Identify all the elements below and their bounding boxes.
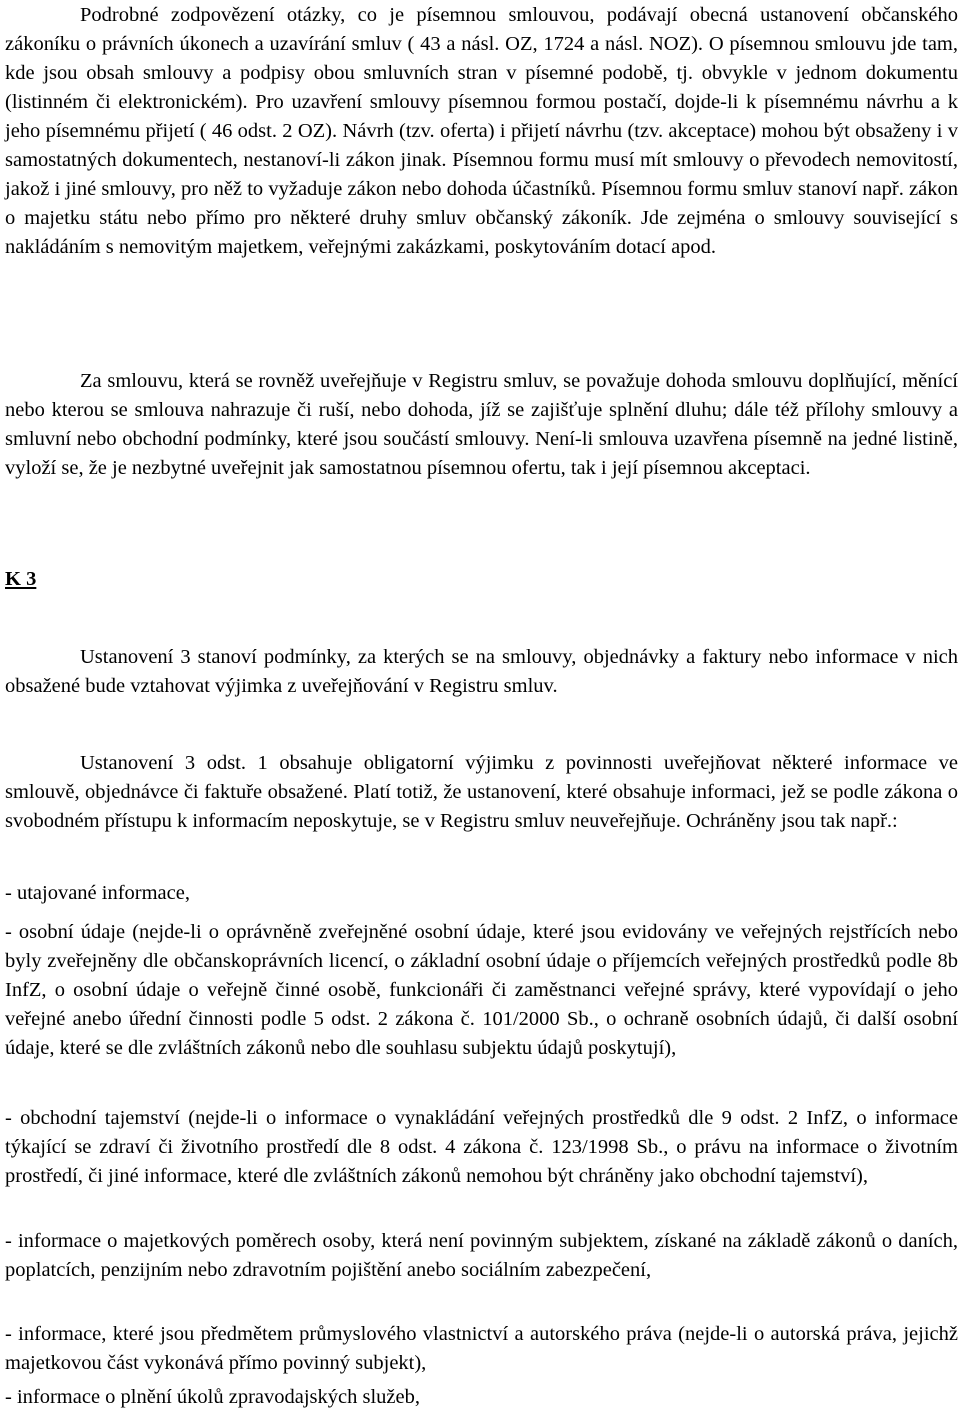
paragraph-written-contract: Podrobné zodpovězení otázky, co je písemnou smlouvou, podávají obecná ustanovení občanského zákoníku o právních úkonech a uzavírání smluv ( 43 a násl. OZ, 1724 a násl. NOZ). O písemnou smlouvu jde tam, kde jsou obsah smlouvy a podpisy obou smluvních stran v písemné podobě, tj. obvykle v jednom dokumentu (listinném či elektronickém). Pro uzavření smlouvy písemnou formou postačí, dojde-li k písemnému návrhu a k jeho písemnému přijetí ( 46 odst. 2 OZ). Návrh (tzv. oferta) i přijetí návrhu (tzv. akceptace) mohou být obsaženy i v samostatných dokumentech, nestanoví-li zákon jinak. Písemnou formu musí mít smlouvy o převodech nemovitostí, jakož i jiné smlouvy, pro něž to vyžaduje zákon nebo dohoda účastníků. Písemnou formu smluv stanoví např. zákon o majetku státu nebo přímo pro některé druhy smluv občanský zákoník. Jde zejména o smlouvy související s nakládáním s nemovitým majetkem, veřejnými zakázkami, poskytováním dotací apod. [5, 4, 958, 258]
list-item: - osobní údaje (nejde-li o oprávněně zveřejněné osobní údaje, které jsou evidovány ve veřejných rejstřících nebo byly zveřejněny dle občanskoprávních licencí, o základní osobní údaje o příjemcích veřejných prostředků podle 8b InfZ, o osobní údaje o veřejně činné osobě, funkcionáři či zaměstnanci veřejné správy, které vypovídají o jeho veřejné anebo úřední činnosti podle 5 odst. 2 zákona č. 101/2000 Sb., o ochraně osobních údajů, či další osobní údaje, které se dle zvláštních zákonů nebo dle souhlasu subjektu údajů poskytují), [5, 921, 958, 1059]
section-heading: K 3 [5, 568, 37, 590]
paragraph-contract-definition: Za smlouvu, která se rovněž uveřejňuje v Registru smluv, se považuje dohoda smlouvu doplňující, měnící nebo kterou se smlouva nahrazuje či ruší, nebo dohoda, jíž se zajišťuje splnění dluhu; dále též přílohy smlouvy a smluvní nebo obchodní podmínky, které jsou součástí smlouvy. Není-li smlouva uzavřena písemně na jedné listině, vyloží se, že je nezbytné uveřejnit jak samostatnou písemnou ofertu, tak i její písemnou akceptaci. [5, 370, 958, 479]
paragraph-section-3-intro: Ustanovení 3 stanoví podmínky, za kterých se na smlouvy, objednávky a faktury nebo informace v nich obsažené bude vztahovat výjimka z uveřejňování v Registru smluv. [5, 646, 958, 697]
paragraph-section-3-paragraph-1: Ustanovení 3 odst. 1 obsahuje obligatorní výjimku z povinnosti uveřejňovat některé informace ve smlouvě, objednávce či faktuře obsažené. Platí totiž, že ustanovení, které obsahuje informaci, jež se podle zákona o svobodném přístupu k informacím neposkytuje, se v Registru smluv neuveřejňuje. Ochráněny jsou tak např.: [5, 752, 958, 832]
list-item: - informace, které jsou předmětem průmyslového vlastnictví a autorského práva (nejde-li o autorská práva, jejichž majetkovou část vykonává přímo povinný subjekt), [5, 1323, 958, 1374]
list-item: - obchodní tajemství (nejde-li o informace o vynakládání veřejných prostředků dle 9 odst. 2 InfZ, o informace týkající se zdraví či životního prostředí dle 8 odst. 4 zákona č. 123/1998 Sb., o právu na informace o životním prostředí, či jiné informace, které dle zvláštních zákonů nemohou být chráněny jako obchodní tajemství), [5, 1107, 958, 1187]
list-item: - informace o plnění úkolů zpravodajských služeb, [5, 1386, 420, 1408]
list-item: - informace o majetkových poměrech osoby, která není povinným subjektem, získané na základě zákonů o daních, poplatcích, penzijním nebo zdravotním pojištění anebo sociálním zabezpečení, [5, 1230, 958, 1281]
list-item: - utajované informace, [5, 882, 190, 904]
